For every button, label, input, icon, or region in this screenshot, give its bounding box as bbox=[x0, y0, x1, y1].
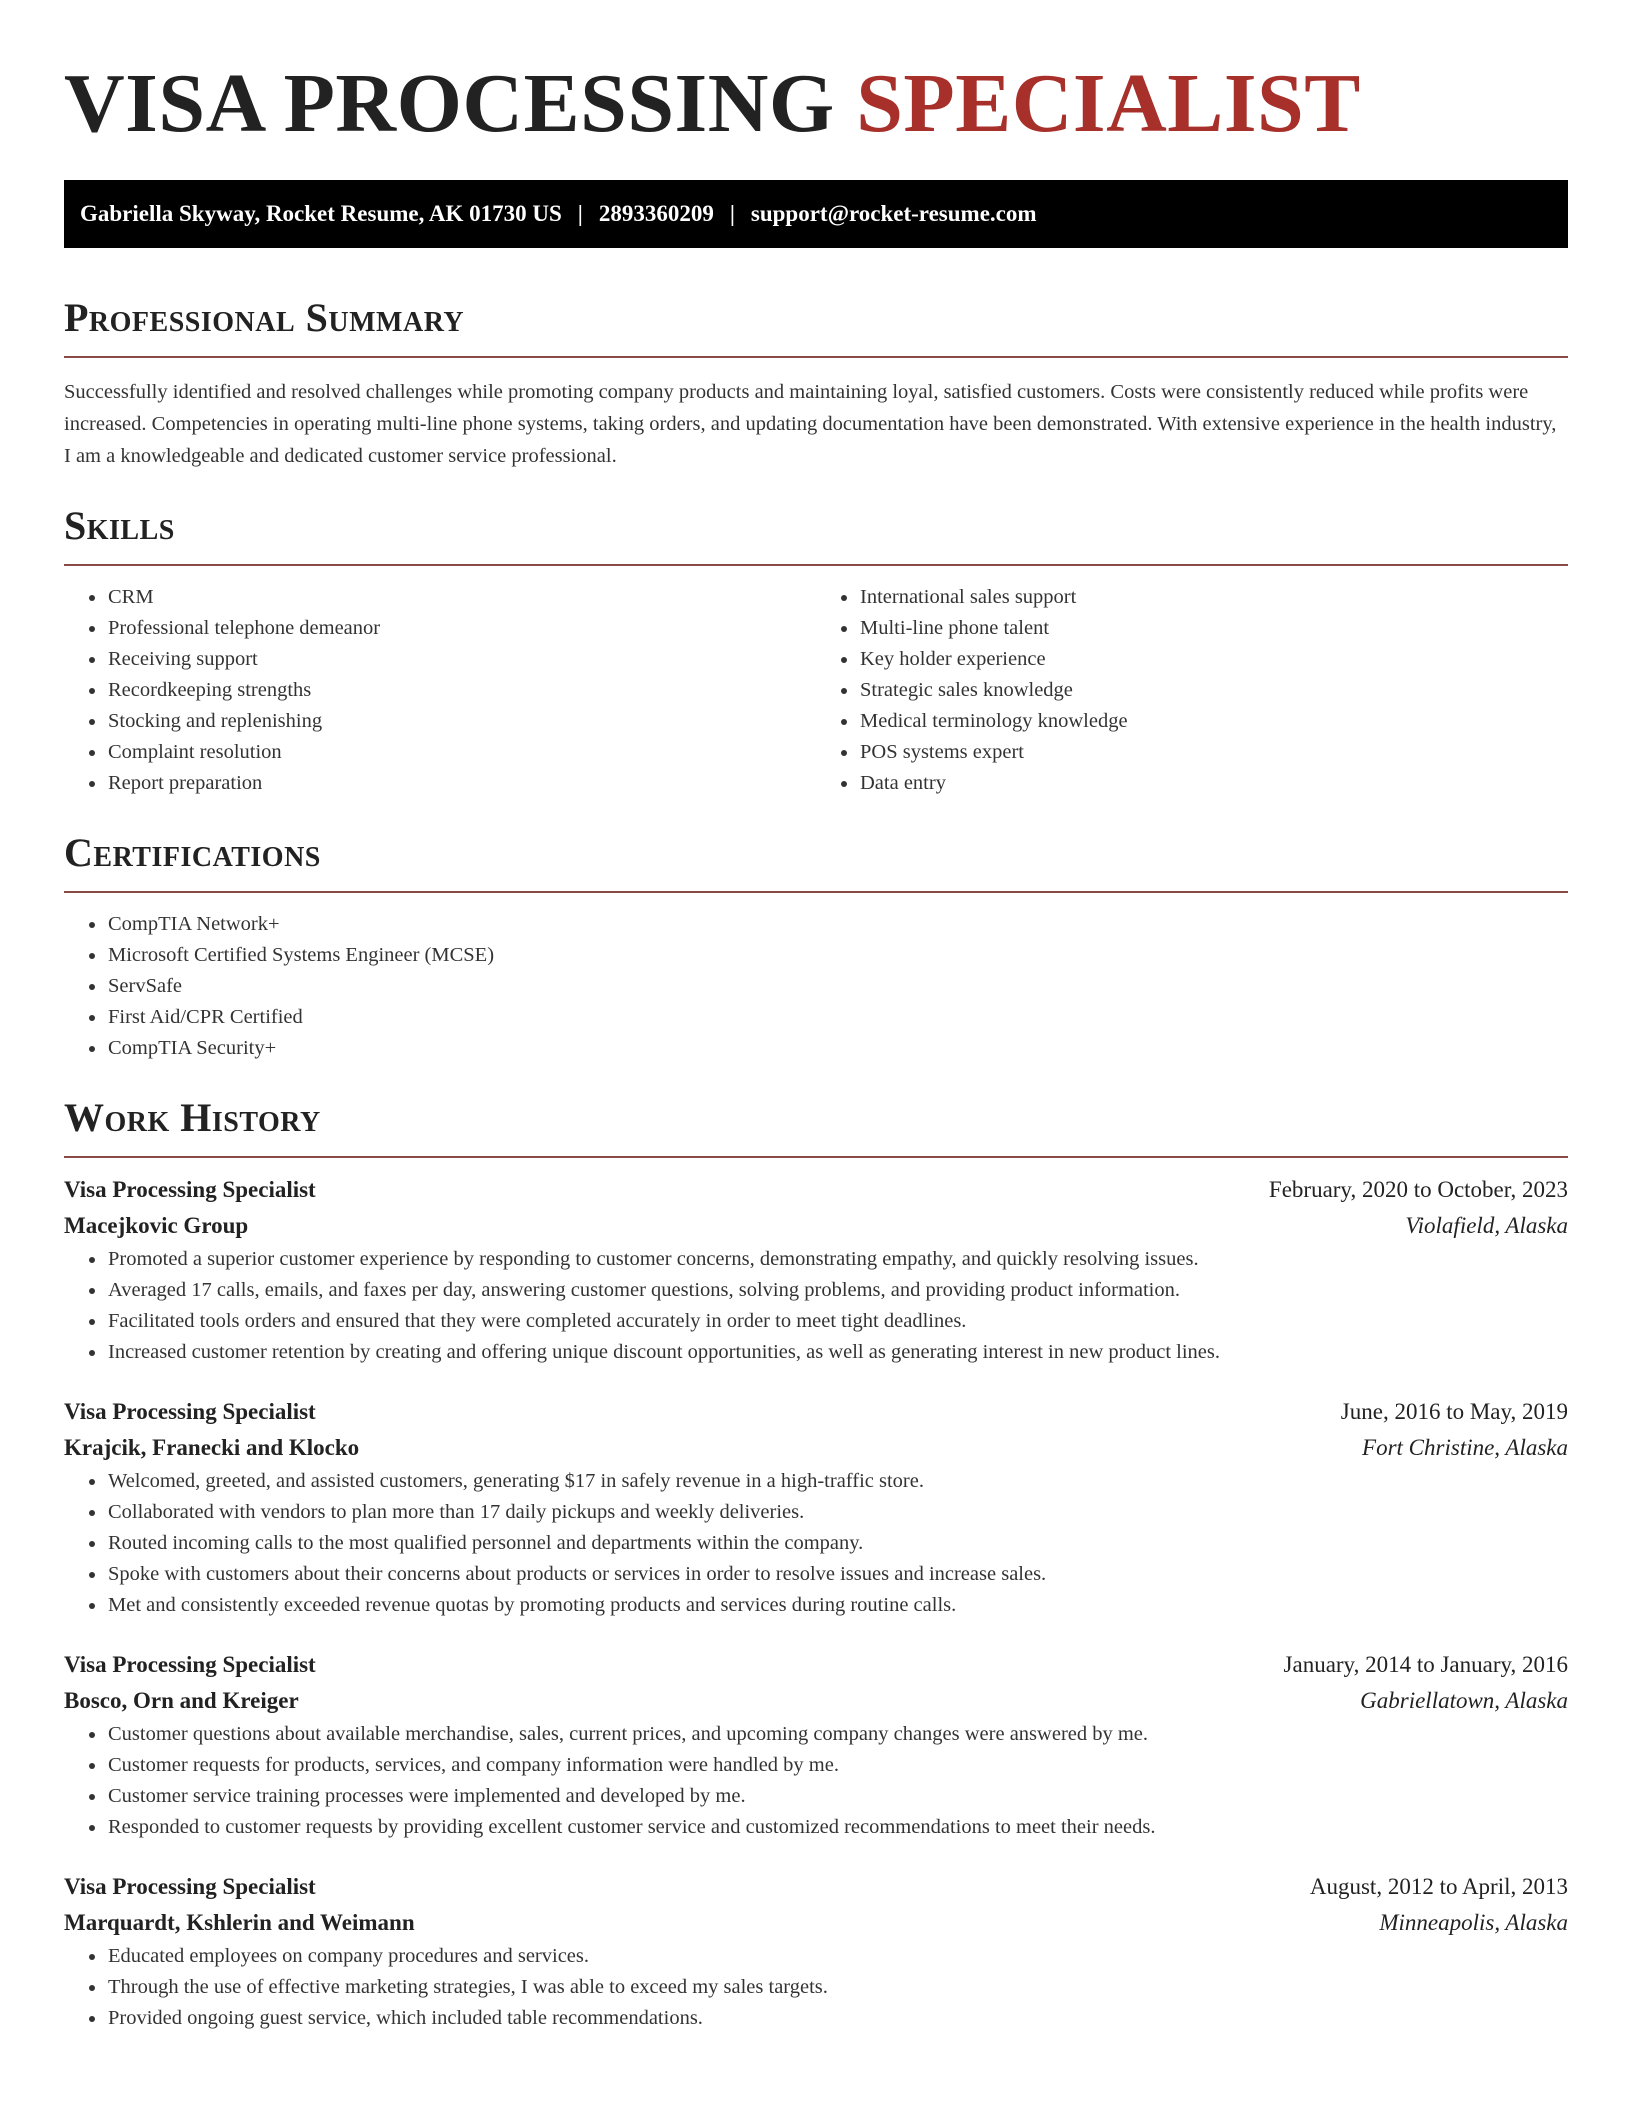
contact-phone: 2893360209 bbox=[598, 201, 714, 226]
title-accent: SPECIALIST bbox=[856, 57, 1361, 150]
work-history-section bbox=[64, 1094, 1568, 2034]
summary-section bbox=[64, 294, 1568, 472]
job-header-row bbox=[64, 1647, 1568, 1683]
job-company: Bosco, Orn and Kreiger bbox=[64, 1688, 299, 1713]
job-bullet: • Routed incoming calls to the most qualified personnel and departments within the company. bbox=[107, 1528, 1568, 1559]
job-location: Gabriellatown, Alaska bbox=[1360, 1688, 1568, 1713]
skills-heading: Skills bbox=[64, 503, 175, 548]
skill-item: • Receiving support bbox=[107, 644, 816, 675]
job-title: Visa Processing Specialist bbox=[64, 1177, 316, 1202]
job-bullet: • Collaborated with vendors to plan more than 17 daily pickups and weekly deliveries. bbox=[107, 1497, 1568, 1528]
job-bullet: • Customer requests for products, services, and company information were handled by me. bbox=[107, 1750, 1568, 1781]
job-title: Visa Processing Specialist bbox=[64, 1652, 316, 1677]
job-company-row bbox=[64, 1683, 1568, 1719]
skills-column-left bbox=[64, 582, 816, 799]
job-bullets bbox=[64, 1466, 1568, 1621]
job-bullet: • Promoted a superior customer experience by responding to customer concerns, demonstrating empathy, and quickly resolving issues. bbox=[107, 1244, 1568, 1275]
job-bullet: • Customer service training processes were implemented and developed by me. bbox=[107, 1781, 1568, 1812]
certifications-heading: Certifications bbox=[64, 830, 321, 875]
certification-item: • Microsoft Certified Systems Engineer (MCSE) bbox=[107, 940, 1568, 971]
job-dates: February, 2020 to October, 2023 bbox=[1268, 1177, 1568, 1202]
job-bullet: • Facilitated tools orders and ensured that they were completed accurately in order to meet tight deadlines. bbox=[107, 1306, 1568, 1337]
job-bullet: • Averaged 17 calls, emails, and faxes per day, answering customer questions, solving problems, and providing product information. bbox=[107, 1275, 1568, 1306]
skill-item: • Recordkeeping strengths bbox=[107, 675, 816, 706]
skill-item: • Multi-line phone talent bbox=[859, 613, 1568, 644]
job-bullet: • Provided ongoing guest service, which included table recommendations. bbox=[107, 2003, 1568, 2034]
job-bullet: • Educated employees on company procedures and services. bbox=[107, 1941, 1568, 1972]
job-entry bbox=[64, 1869, 1568, 2034]
certification-item: • CompTIA Network+ bbox=[107, 909, 1568, 940]
skills-list-left bbox=[64, 582, 816, 799]
skills-grid bbox=[64, 582, 1568, 799]
job-bullet: • Increased customer retention by creating and offering unique discount opportunities, as well as generating interest in new product lines. bbox=[107, 1337, 1568, 1368]
contact-separator: | bbox=[577, 201, 583, 226]
work-history-heading: Work History bbox=[64, 1095, 321, 1140]
skill-item: • Data entry bbox=[859, 768, 1568, 799]
job-bullets bbox=[64, 1719, 1568, 1843]
contact-separator: | bbox=[729, 201, 735, 226]
job-title: Visa Processing Specialist bbox=[64, 1399, 316, 1424]
job-location: Minneapolis, Alaska bbox=[1379, 1910, 1568, 1935]
skills-column-right bbox=[816, 582, 1568, 799]
job-bullet: • Responded to customer requests by providing excellent customer service and customized recommendations to meet their needs. bbox=[107, 1812, 1568, 1843]
title-main: VISA PROCESSING bbox=[64, 57, 835, 150]
certifications-list bbox=[64, 909, 1568, 1064]
job-bullets bbox=[64, 1941, 1568, 2034]
job-title: Visa Processing Specialist bbox=[64, 1874, 316, 1899]
job-bullet: • Customer questions about available merchandise, sales, current prices, and upcoming company changes were answered by me. bbox=[107, 1719, 1568, 1750]
skill-item: • POS systems expert bbox=[859, 737, 1568, 768]
certification-item: • CompTIA Security+ bbox=[107, 1033, 1568, 1064]
section-divider bbox=[64, 356, 1568, 358]
skill-item: • Complaint resolution bbox=[107, 737, 816, 768]
summary-heading: Professional Summary bbox=[64, 295, 465, 340]
job-header-row bbox=[64, 1172, 1568, 1208]
job-company: Krajcik, Franecki and Klocko bbox=[64, 1435, 360, 1460]
job-dates: August, 2012 to April, 2013 bbox=[1309, 1874, 1568, 1899]
job-header-row bbox=[64, 1869, 1568, 1905]
skill-item: • International sales support bbox=[859, 582, 1568, 613]
job-entry bbox=[64, 1647, 1568, 1843]
certification-item: • First Aid/CPR Certified bbox=[107, 1002, 1568, 1033]
job-company-row bbox=[64, 1430, 1568, 1466]
job-bullet: • Welcomed, greeted, and assisted customers, generating $17 in safely revenue in a high-traffic store. bbox=[107, 1466, 1568, 1497]
job-entry bbox=[64, 1172, 1568, 1368]
skills-section bbox=[64, 502, 1568, 799]
skill-item: • Key holder experience bbox=[859, 644, 1568, 675]
job-bullet: • Spoke with customers about their concerns about products or services in order to resolve issues and increase sales. bbox=[107, 1559, 1568, 1590]
summary-text: Successfully identified and resolved challenges while promoting company products and maintaining loyal, satisfied customers. Costs were consistently reduced while profits were increased. Competencies in operating multi-line phone systems, taking orders, and updating documentation have been demonstrated. With extensive experience in the health industry, I am a knowledgeable and dedicated customer service professional. bbox=[64, 381, 1557, 467]
section-divider bbox=[64, 564, 1568, 566]
job-company: Macejkovic Group bbox=[64, 1213, 249, 1238]
job-company: Marquardt, Kshlerin and Weimann bbox=[64, 1910, 415, 1935]
certification-item: • ServSafe bbox=[107, 971, 1568, 1002]
job-bullet: • Met and consistently exceeded revenue quotas by promoting products and services during routine calls. bbox=[107, 1590, 1568, 1621]
section-divider bbox=[64, 1156, 1568, 1158]
contact-address: Gabriella Skyway, Rocket Resume, AK 01730 US bbox=[80, 201, 562, 226]
skill-item: • Medical terminology knowledge bbox=[859, 706, 1568, 737]
job-location: Violafield, Alaska bbox=[1405, 1213, 1568, 1238]
certifications-section bbox=[64, 829, 1568, 1064]
job-bullet: • Through the use of effective marketing strategies, I was able to exceed my sales targets. bbox=[107, 1972, 1568, 2003]
skill-item: • Stocking and replenishing bbox=[107, 706, 816, 737]
contact-bar bbox=[64, 180, 1568, 248]
skills-list-right bbox=[816, 582, 1568, 799]
skill-item: • Report preparation bbox=[107, 768, 816, 799]
job-location: Fort Christine, Alaska bbox=[1362, 1435, 1568, 1460]
job-dates: June, 2016 to May, 2019 bbox=[1340, 1399, 1568, 1424]
skill-item: • Professional telephone demeanor bbox=[107, 613, 816, 644]
job-header-row bbox=[64, 1394, 1568, 1430]
job-bullets bbox=[64, 1244, 1568, 1368]
job-company-row bbox=[64, 1208, 1568, 1244]
skill-item: • Strategic sales knowledge bbox=[859, 675, 1568, 706]
resume-title bbox=[64, 0, 1568, 154]
contact-email: support@rocket-resume.com bbox=[750, 201, 1037, 226]
job-company-row bbox=[64, 1905, 1568, 1941]
job-dates: January, 2014 to January, 2016 bbox=[1283, 1652, 1568, 1677]
skill-item: • CRM bbox=[107, 582, 816, 613]
section-divider bbox=[64, 891, 1568, 893]
job-entry bbox=[64, 1394, 1568, 1621]
